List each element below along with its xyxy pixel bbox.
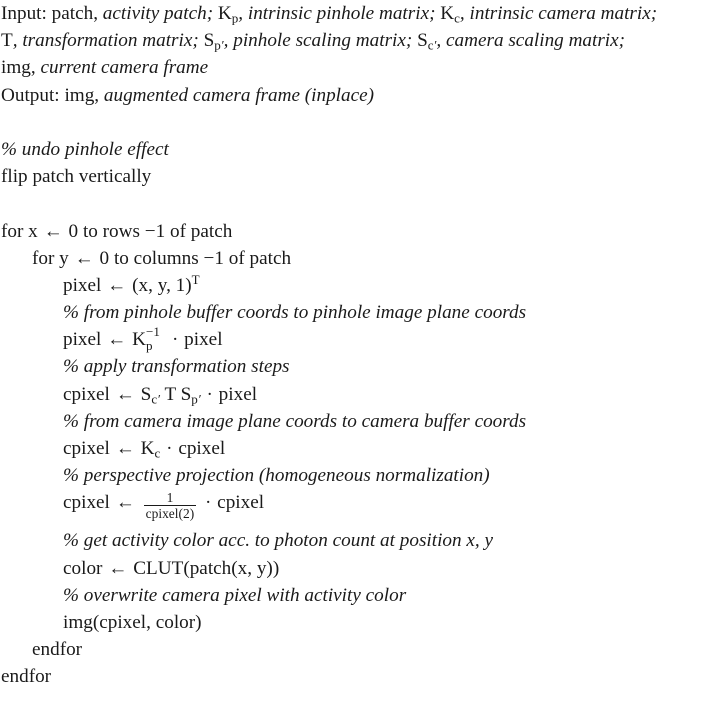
matrix-sp-symbol: S — [180, 383, 192, 405]
assign-arrow-icon: ← — [107, 274, 127, 296]
comment-text: % perspective projection (homogeneous normalization) — [63, 465, 490, 487]
lhs-cpixel: cpixel — [63, 438, 110, 459]
for-keyword: for — [32, 247, 55, 269]
input-line-1 — [1, 0, 715, 27]
input-arg-sp-symbol: S — [203, 30, 215, 52]
rhs-pixel: pixel — [184, 329, 223, 351]
lhs-pixel: pixel — [63, 329, 102, 351]
loop-collection: patch — [249, 247, 292, 269]
statement-pixel-init — [1, 272, 715, 299]
spacer-after-io — [1, 109, 715, 136]
loop-start-value: 0 — [68, 220, 79, 242]
output-arg-img-desc: augmented camera frame (inplace) — [103, 84, 375, 106]
matrix-kc-symbol: K — [140, 438, 155, 459]
input-arg-img-desc: current camera frame — [40, 57, 209, 79]
sp-subscript: p′ — [191, 391, 201, 407]
rhs-homogeneous-vector: (x, y, 1) — [132, 274, 192, 296]
loop-collection: patch — [190, 220, 233, 242]
endfor-keyword: endfor — [1, 666, 52, 688]
input-arg-kc-comma: , — [459, 3, 465, 24]
comment-text: % get activity color acc. to photon count at position x, y — [63, 530, 494, 552]
assign-arrow-icon: ← — [108, 557, 128, 579]
input-arg-kp-symbol: K — [217, 3, 232, 24]
matrix-kp-symbol: K — [132, 329, 147, 351]
for-keyword: for — [1, 220, 24, 242]
input-arg-kc-desc: intrinsic camera matrix; — [469, 3, 658, 24]
loop-var-x: x — [28, 220, 38, 242]
inverse-exponent: −1 — [146, 324, 160, 340]
comment-apply-transformation — [1, 353, 715, 380]
input-arg-t-symbol: T — [1, 30, 13, 52]
transpose-superscript: T — [191, 272, 200, 288]
input-arg-kp-subscript: p — [231, 10, 239, 26]
prime-mark: ′ — [197, 391, 201, 407]
loop-bound-offset: −1 — [203, 247, 224, 269]
assign-arrow-icon: ← — [43, 220, 63, 242]
to-keyword: to — [82, 220, 98, 242]
input-arg-patch-name: patch, — [51, 3, 98, 24]
rhs-cpixel: cpixel — [178, 438, 226, 459]
for-loop-y — [1, 245, 715, 272]
assign-arrow-icon: ← — [74, 247, 94, 269]
assign-arrow-icon: ← — [115, 492, 135, 514]
prime-mark: ′ — [433, 37, 437, 53]
endfor-keyword: endfor — [32, 639, 83, 661]
to-keyword: to — [113, 247, 129, 269]
rhs-pixel: pixel — [218, 383, 258, 405]
loop-bound-columns: columns — [133, 247, 199, 269]
kp-inverse-subsup — [146, 324, 166, 353]
matrix-t-symbol: T — [164, 383, 176, 405]
input-arg-sc-symbol: S — [417, 30, 428, 52]
comment-perspective-projection — [1, 462, 715, 489]
of-keyword: of — [228, 247, 245, 269]
comment-text: % apply transformation steps — [63, 356, 290, 378]
input-arg-img-name: img, — [1, 57, 36, 79]
loop-bound-rows: rows — [102, 220, 140, 242]
input-arg-kp-desc: intrinsic pinhole matrix; — [247, 3, 436, 24]
multiplication-dot-icon: · — [171, 329, 179, 351]
matrix-sc-symbol: S — [140, 383, 152, 405]
input-arg-sc-subscript: c′ — [427, 37, 437, 53]
input-arg-t-comma: , — [12, 30, 18, 52]
input-arg-kc-symbol: K — [440, 3, 455, 24]
lhs-cpixel: cpixel — [63, 492, 110, 514]
input-arg-sc-comma: , — [436, 30, 442, 52]
statement-img-write — [1, 609, 715, 636]
statement-pixel-kp-inverse — [1, 326, 715, 353]
statement-text: img(cpixel, color) — [63, 611, 202, 633]
comment-camera-plane-coords — [1, 408, 715, 435]
loop-var-y: y — [59, 247, 69, 269]
statement-text: flip patch vertically — [1, 166, 152, 188]
output-arg-img-name: img, — [64, 84, 100, 106]
output-line — [1, 82, 715, 109]
loop-start-value: 0 — [99, 247, 110, 269]
rhs-clut-call: CLUT(patch(x, y)) — [133, 557, 280, 579]
comment-text: % from pinhole buffer coords to pinhole image plane coords — [63, 302, 527, 324]
assign-arrow-icon: ← — [107, 329, 127, 351]
fraction-numerator: 1 — [166, 489, 174, 505]
multiplication-dot-icon: · — [206, 383, 213, 405]
input-arg-sp-subscript: p′ — [214, 37, 224, 53]
comment-pinhole-buffer-coords — [1, 299, 715, 326]
input-arg-patch-desc: activity patch; — [102, 3, 214, 24]
kp-subscript: p — [146, 337, 153, 353]
of-keyword: of — [170, 220, 186, 242]
statement-cpixel-scaling — [1, 381, 715, 408]
input-arg-sp-comma: , — [223, 30, 229, 52]
assign-arrow-icon: ← — [115, 438, 135, 459]
lhs-color: color — [63, 557, 103, 579]
input-arg-kc-subscript: c — [454, 10, 460, 26]
spacer-before-loops — [1, 190, 715, 217]
loop-bound-offset: −1 — [144, 220, 166, 242]
input-arg-t-desc: transformation matrix; — [22, 30, 199, 52]
input-arg-sc-desc: camera scaling matrix; — [446, 30, 626, 52]
endfor-outer — [1, 663, 715, 690]
comment-text: % undo pinhole effect — [1, 138, 169, 160]
statement-flip-patch — [1, 163, 715, 190]
statement-cpixel-kc — [1, 435, 715, 462]
kc-subscript: c — [154, 445, 161, 461]
statement-color-clut — [1, 555, 715, 582]
assign-arrow-icon: ← — [115, 383, 135, 405]
multiplication-dot-icon: · — [166, 438, 173, 459]
comment-undo-pinhole — [1, 136, 715, 163]
for-loop-x — [1, 218, 715, 245]
comment-text: % from camera image plane coords to camera buffer coords — [63, 410, 527, 432]
input-arg-sp-desc: pinhole scaling matrix; — [233, 30, 413, 52]
endfor-inner — [1, 636, 715, 663]
lhs-pixel: pixel — [63, 274, 102, 296]
statement-cpixel-normalize — [1, 489, 715, 527]
output-label: Output: — [1, 84, 60, 106]
prime-mark: ′ — [220, 37, 224, 53]
lhs-cpixel: cpixel — [63, 383, 110, 405]
fraction-reciprocal — [144, 491, 197, 521]
comment-text: % overwrite camera pixel with activity color — [63, 584, 407, 606]
sc-subscript: c′ — [151, 391, 160, 407]
input-label: Input: — [1, 3, 47, 24]
input-line-3 — [1, 54, 715, 81]
fraction-denominator: cpixel(2) — [145, 506, 195, 522]
multiplication-dot-icon: · — [204, 492, 212, 514]
input-arg-kp-comma: , — [238, 3, 244, 24]
input-line-2 — [1, 27, 715, 54]
rhs-cpixel: cpixel — [217, 492, 265, 514]
comment-activity-color — [1, 527, 715, 554]
comment-overwrite-pixel — [1, 582, 715, 609]
prime-mark: ′ — [157, 391, 160, 407]
